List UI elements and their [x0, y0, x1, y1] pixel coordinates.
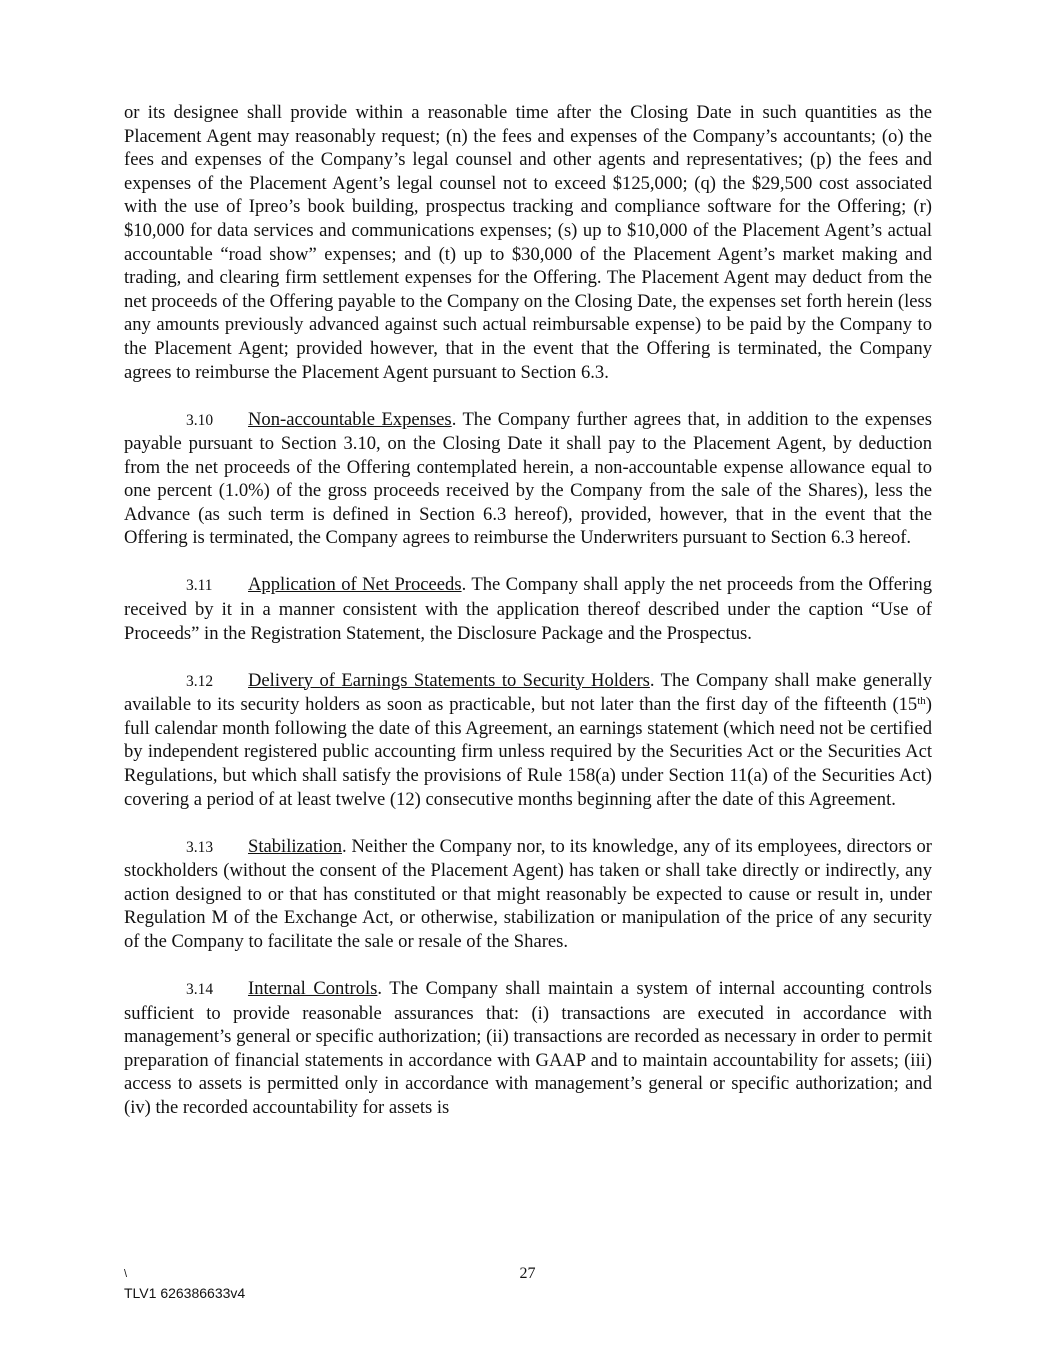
section-text: . The Company shall make generally available to its security holders as soon as practicable, but not later than the first day of the fifteenth (15	[124, 669, 932, 716]
section-text: . The Company shall maintain a system of internal accounting controls sufficient to provide reasonable assurances that: (i) transactions are executed in accordance with management’s general or specific authorization; (ii) transactions are recorded as necessary in order to permit preparation of financial statements in accordance with GAAP and to maintain accountability for assets; (iii) access to assets is permitted only in accordance with management’s general or specific authorization; and (iv) the recorded accountability for assets is	[124, 977, 932, 1118]
section-3-12	[124, 669, 932, 812]
section-text-continued: ) full calendar month following the date of this Agreement, an earnings statement (which need not be certified by independent registered public accounting firm unless required by the Securities Act or the Securities Act Regulations, but which shall satisfy the provisions of Rule 158(a) under Section 11(a) of the Securities Act) covering a period of at least twelve (12) consecutive months beginning after the date of this Agreement.	[124, 694, 932, 810]
footer-backslash: \	[124, 1268, 128, 1280]
section-title: Internal Controls	[248, 977, 378, 999]
section-title: Stabilization	[248, 835, 342, 857]
section-3-14	[124, 977, 932, 1120]
section-title: Application of Net Proceeds	[248, 574, 462, 596]
section-number: 3.10	[186, 411, 214, 429]
ordinal-superscript: th	[917, 695, 926, 708]
section-text: . The Company shall apply the net proceeds from the Offering received by it in a manner consistent with the application thereof described under the caption “Use of Proceeds” in the Registration Statement, the Disclosure Package and the Prospectus.	[124, 574, 933, 644]
section-number: 3.11	[186, 577, 213, 595]
section-title: Non-accountable Expenses	[248, 408, 452, 430]
footer-document-id: TLV1 626386633v4	[124, 1285, 246, 1301]
section-title: Delivery of Earnings Statements to Security Holders	[248, 669, 650, 691]
document-body	[124, 101, 932, 1143]
section-number: 3.14	[186, 980, 214, 998]
section-text: . The Company further agrees that, in addition to the expenses payable pursuant to Section 3.10, on the Closing Date it shall pay to the Placement Agent, by deduction from the net proceeds of the Offering contemplated herein, a non-accountable expense allowance equal to one percent (1.0%) of the gross proceeds received by the Company from the sale of the Shares), less the Advance (as such term is defined in Section 6.3 hereof), provided, however, that in the event that the Offering is terminated, the Company agrees to reimburse the Underwriters pursuant to Section 6.3 hereof.	[124, 408, 933, 549]
section-text: . Neither the Company nor, to its knowledge, any of its employees, directors or stockholders (without the consent of the Placement Agent) has taken or shall take directly or indirectly, any action designed to or that has constituted or that might reasonably be expected to cause or result in, under Regulation M of the Exchange Act, or otherwise, stabilization or manipulation of the price of any security of the Company to facilitate the sale or resale of the Shares.	[124, 835, 932, 952]
section-3-10	[124, 408, 932, 551]
section-3-13	[124, 835, 932, 954]
section-number: 3.12	[186, 672, 214, 690]
intro-paragraph: or its designee shall provide within a reasonable time after the Closing Date in such quantities as the Placement Agent may reasonably request; (n) the fees and expenses of the Company’s accountants; (o) the fees and expenses of the Company’s legal counsel and other agents and representatives; (p) the fees and expenses of the Placement Agent’s legal counsel not to exceed $125,000; (q) the $29,500 cost associated with the use of Ipreo’s book building, prospectus tracking and compliance software for the Offering; (r) $10,000 for data services and communications expenses; (s) up to $10,000 of the Placement Agent’s actual accountable “road show” expenses; and (t) up to $30,000 of the Placement Agent’s market making and trading, and clearing firm settlement expenses for the Offering. The Placement Agent may deduct from the net proceeds of the Offering payable to the Company on the Closing Date, the expenses set forth herein (less any amounts previously advanced against such actual reimbursable expense) to be paid by the Company to the Placement Agent; provided however, that in the event that the Offering is terminated, the Company agrees to reimburse the Placement Agent pursuant to Section 6.3.	[124, 102, 932, 383]
section-3-11	[124, 573, 932, 645]
section-number: 3.13	[186, 838, 214, 856]
page-number: 27	[519, 1265, 536, 1282]
